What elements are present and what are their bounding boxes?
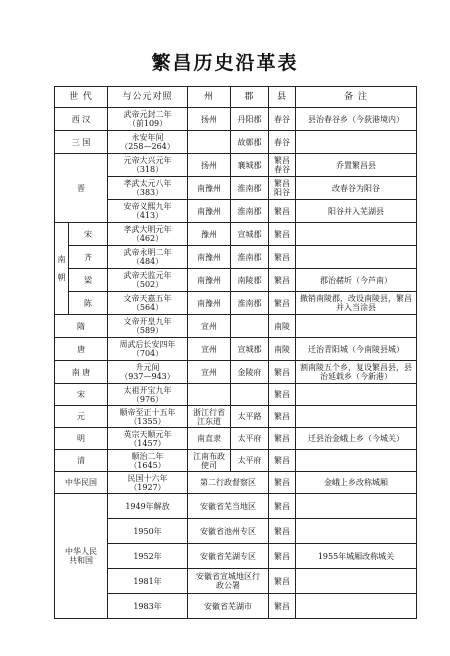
xian-cell: 繁昌 [269, 594, 296, 619]
note-cell: 改春谷为阳谷 [296, 177, 417, 200]
era-cell: 宋 [55, 384, 108, 406]
ad-cell: 顺帝至正十五年 （1355） [108, 406, 188, 428]
xian-cell: 繁昌 [269, 406, 296, 428]
zhou-cell: 宣州 [188, 315, 231, 338]
zhou-cell: 南豫州 [188, 269, 231, 292]
note-cell: 迁治青阳城（今南陵县城） [296, 338, 417, 361]
zhou-cell: 宣州 [188, 361, 231, 384]
ad-cell: 顺治二年 （1645） [108, 450, 188, 472]
note-cell: 郡治赭圻（今芦南） [296, 269, 417, 292]
xian-cell: 春谷 [269, 108, 296, 131]
note-cell [296, 450, 417, 472]
era-cell: 中华人民 共和国 [55, 494, 108, 619]
era-cell: 中华民国 [55, 472, 108, 494]
table-row [55, 154, 417, 177]
xian-cell: 繁昌 [269, 519, 296, 544]
jun-cell: 襄城郡 [231, 154, 269, 177]
jun-cell: 淮南郡 [231, 292, 269, 315]
ad-cell: 武帝天监元年 （502） [108, 269, 188, 292]
ad-cell: 元帝大兴元年 （318） [108, 154, 188, 177]
header-xian: 县 [269, 87, 296, 108]
xian-cell: 春谷 [269, 131, 296, 154]
ad-cell: 孝武太元八年 （383） [108, 177, 188, 200]
note-cell [296, 494, 417, 519]
ad-cell: 太祖开宝九年 （976） [108, 384, 188, 406]
note-cell [296, 406, 417, 428]
ad-cell: 武帝永明二年 （484） [108, 246, 188, 269]
xian-cell: 繁昌 [269, 472, 296, 494]
xian-cell: 繁昌 [269, 494, 296, 519]
table-row [55, 519, 417, 544]
table-row [55, 384, 417, 406]
sub-era-cell: 宋 [69, 223, 108, 246]
jun-cell: 金陵府 [231, 361, 269, 384]
note-cell: 县治春谷乡（今荻港境内） [296, 108, 417, 131]
jun-cell: 丹阳郡 [231, 108, 269, 131]
table-row [55, 406, 417, 428]
jun-cell: 故鄣郡 [231, 131, 269, 154]
header-jun: 郡 [231, 87, 269, 108]
note-cell: 迁县治金峨上乡（今城关） [296, 428, 417, 450]
xian-cell: 繁昌 [269, 269, 296, 292]
header-ad: 与公元对照 [108, 87, 188, 108]
zhou-cell: 宣州 [188, 338, 231, 361]
header-note: 备 注 [296, 87, 417, 108]
table-row [55, 177, 417, 200]
jun-cell: 淮南郡 [231, 177, 269, 200]
jun-cell: 宣城郡 [231, 338, 269, 361]
jun-cell: 太平府 [231, 428, 269, 450]
note-cell: 撤销南陵郡，改设南陵县，繁昌并入当涂县 [296, 292, 417, 315]
zhou-cell: 南豫州 [188, 292, 231, 315]
era-cell: 隋 [55, 315, 108, 338]
note-cell: 阳谷并入芜湖县 [296, 200, 417, 223]
jun-cell: 太平路 [231, 406, 269, 428]
note-cell: 乔置繁昌县 [296, 154, 417, 177]
zhou-cell: 浙江行省 江东道 [188, 406, 231, 428]
page-title: 繁昌历史沿革表 [151, 52, 299, 74]
xian-cell: 繁昌 [269, 544, 296, 569]
era-cell: 清 [55, 450, 108, 472]
ad-cell: 武帝元封二年 （前109） [108, 108, 188, 131]
zhou-cell: 扬州 [188, 108, 231, 131]
note-cell [296, 223, 417, 246]
ad-cell: 文帝天嘉五年 （564） [108, 292, 188, 315]
header-zhou: 州 [188, 87, 231, 108]
xian-cell: 繁昌 春谷 [269, 154, 296, 177]
sub-era-cell: 齐 [69, 246, 108, 269]
zhoujun-cell: 安徽省宣城地区行 政公署 [188, 569, 269, 594]
zhou-cell: 扬州 [188, 154, 231, 177]
xian-cell: 繁昌 [269, 361, 296, 384]
table-row [55, 246, 417, 269]
ad-cell: 文帝开皇九年 （589） [108, 315, 188, 338]
xian-cell: 繁昌 [269, 292, 296, 315]
ad-cell: 民国十六年 （1927） [108, 472, 188, 494]
zhou-cell: 豫州 [188, 223, 231, 246]
ad-cell: 英宗天顺元年 （1457） [108, 428, 188, 450]
zhou-cell [188, 131, 231, 154]
note-cell: 1955年城厢改称城关 [296, 544, 417, 569]
jun-cell: 淮南郡 [231, 246, 269, 269]
xian-cell: 繁昌 阳谷 [269, 177, 296, 200]
jun-cell [231, 384, 269, 406]
table-row [55, 269, 417, 292]
ad-cell: 安帝义熙九年 （413） [108, 200, 188, 223]
ad-cell: 1981年 [108, 569, 188, 594]
xian-cell: 南陵 [269, 338, 296, 361]
zhou-cell: 江南布政 使司 [188, 450, 231, 472]
table-row [55, 200, 417, 223]
note-cell [296, 594, 417, 619]
jun-cell: 淮南郡 [231, 200, 269, 223]
xian-cell: 繁昌 [269, 200, 296, 223]
jun-cell [231, 315, 269, 338]
note-cell: 割南陵五个乡，复设繁昌县，县治延载乡（今新港） [296, 361, 417, 384]
table-row [55, 108, 417, 131]
zhoujun-cell: 第二行政督察区 [188, 472, 269, 494]
note-cell [296, 384, 417, 406]
ad-cell: 周武后长安四年 （704） [108, 338, 188, 361]
xian-cell: 繁昌 [269, 246, 296, 269]
ad-cell: 永安年间 （258—264） [108, 131, 188, 154]
zhou-cell [188, 384, 231, 406]
ad-cell: 1983年 [108, 594, 188, 619]
xian-cell: 繁昌 [269, 223, 296, 246]
note-cell [296, 246, 417, 269]
ad-cell: 1950年 [108, 519, 188, 544]
xian-cell: 南陵 [269, 315, 296, 338]
jun-cell: 太平府 [231, 450, 269, 472]
era-cell: 三 国 [55, 131, 108, 154]
table-header-row [55, 87, 417, 108]
table-row [55, 569, 417, 594]
ad-cell: 1952年 [108, 544, 188, 569]
era-cell: 南 朝 [55, 223, 69, 315]
table-row [55, 338, 417, 361]
ad-cell: 1949年解放 [108, 494, 188, 519]
header-era: 世 代 [55, 87, 108, 108]
table-row [55, 544, 417, 569]
note-cell [296, 315, 417, 338]
history-table [54, 86, 417, 619]
era-cell: 唐 [55, 338, 108, 361]
jun-cell: 南陵郡 [231, 269, 269, 292]
era-cell: 西 汉 [55, 108, 108, 131]
zhou-cell: 南豫州 [188, 200, 231, 223]
table-row [55, 361, 417, 384]
era-cell: 晋 [55, 154, 108, 223]
xian-cell: 繁昌 [269, 384, 296, 406]
sub-era-cell: 梁 [69, 269, 108, 292]
note-cell: 金峨上乡改称城厢 [296, 472, 417, 494]
note-cell [296, 131, 417, 154]
table-row [55, 292, 417, 315]
table-row [55, 428, 417, 450]
table-row [55, 494, 417, 519]
jun-cell: 宣城郡 [231, 223, 269, 246]
zhoujun-cell: 安徽省芜湖市 [188, 594, 269, 619]
table-row [55, 450, 417, 472]
xian-cell: 繁昌 [269, 450, 296, 472]
era-cell: 南 唐 [55, 361, 108, 384]
xian-cell: 繁昌 [269, 428, 296, 450]
era-cell: 元 [55, 406, 108, 428]
zhoujun-cell: 安徽省池州专区 [188, 519, 269, 544]
table-row [55, 223, 417, 246]
era-cell: 明 [55, 428, 108, 450]
table-row [55, 315, 417, 338]
table-row [55, 594, 417, 619]
ad-cell: 升元间 （937—943） [108, 361, 188, 384]
zhou-cell: 南豫州 [188, 246, 231, 269]
zhoujun-cell: 安徽省芜当地区 [188, 494, 269, 519]
ad-cell: 孝武大明元年 （462） [108, 223, 188, 246]
note-cell [296, 569, 417, 594]
zhoujun-cell: 安徽省芜湖专区 [188, 544, 269, 569]
note-cell [296, 519, 417, 544]
xian-cell: 繁昌 [269, 569, 296, 594]
table-row [55, 472, 417, 494]
sub-era-cell: 陈 [69, 292, 108, 315]
zhou-cell: 南直隶 [188, 428, 231, 450]
zhou-cell: 南豫州 [188, 177, 231, 200]
table-row [55, 131, 417, 154]
